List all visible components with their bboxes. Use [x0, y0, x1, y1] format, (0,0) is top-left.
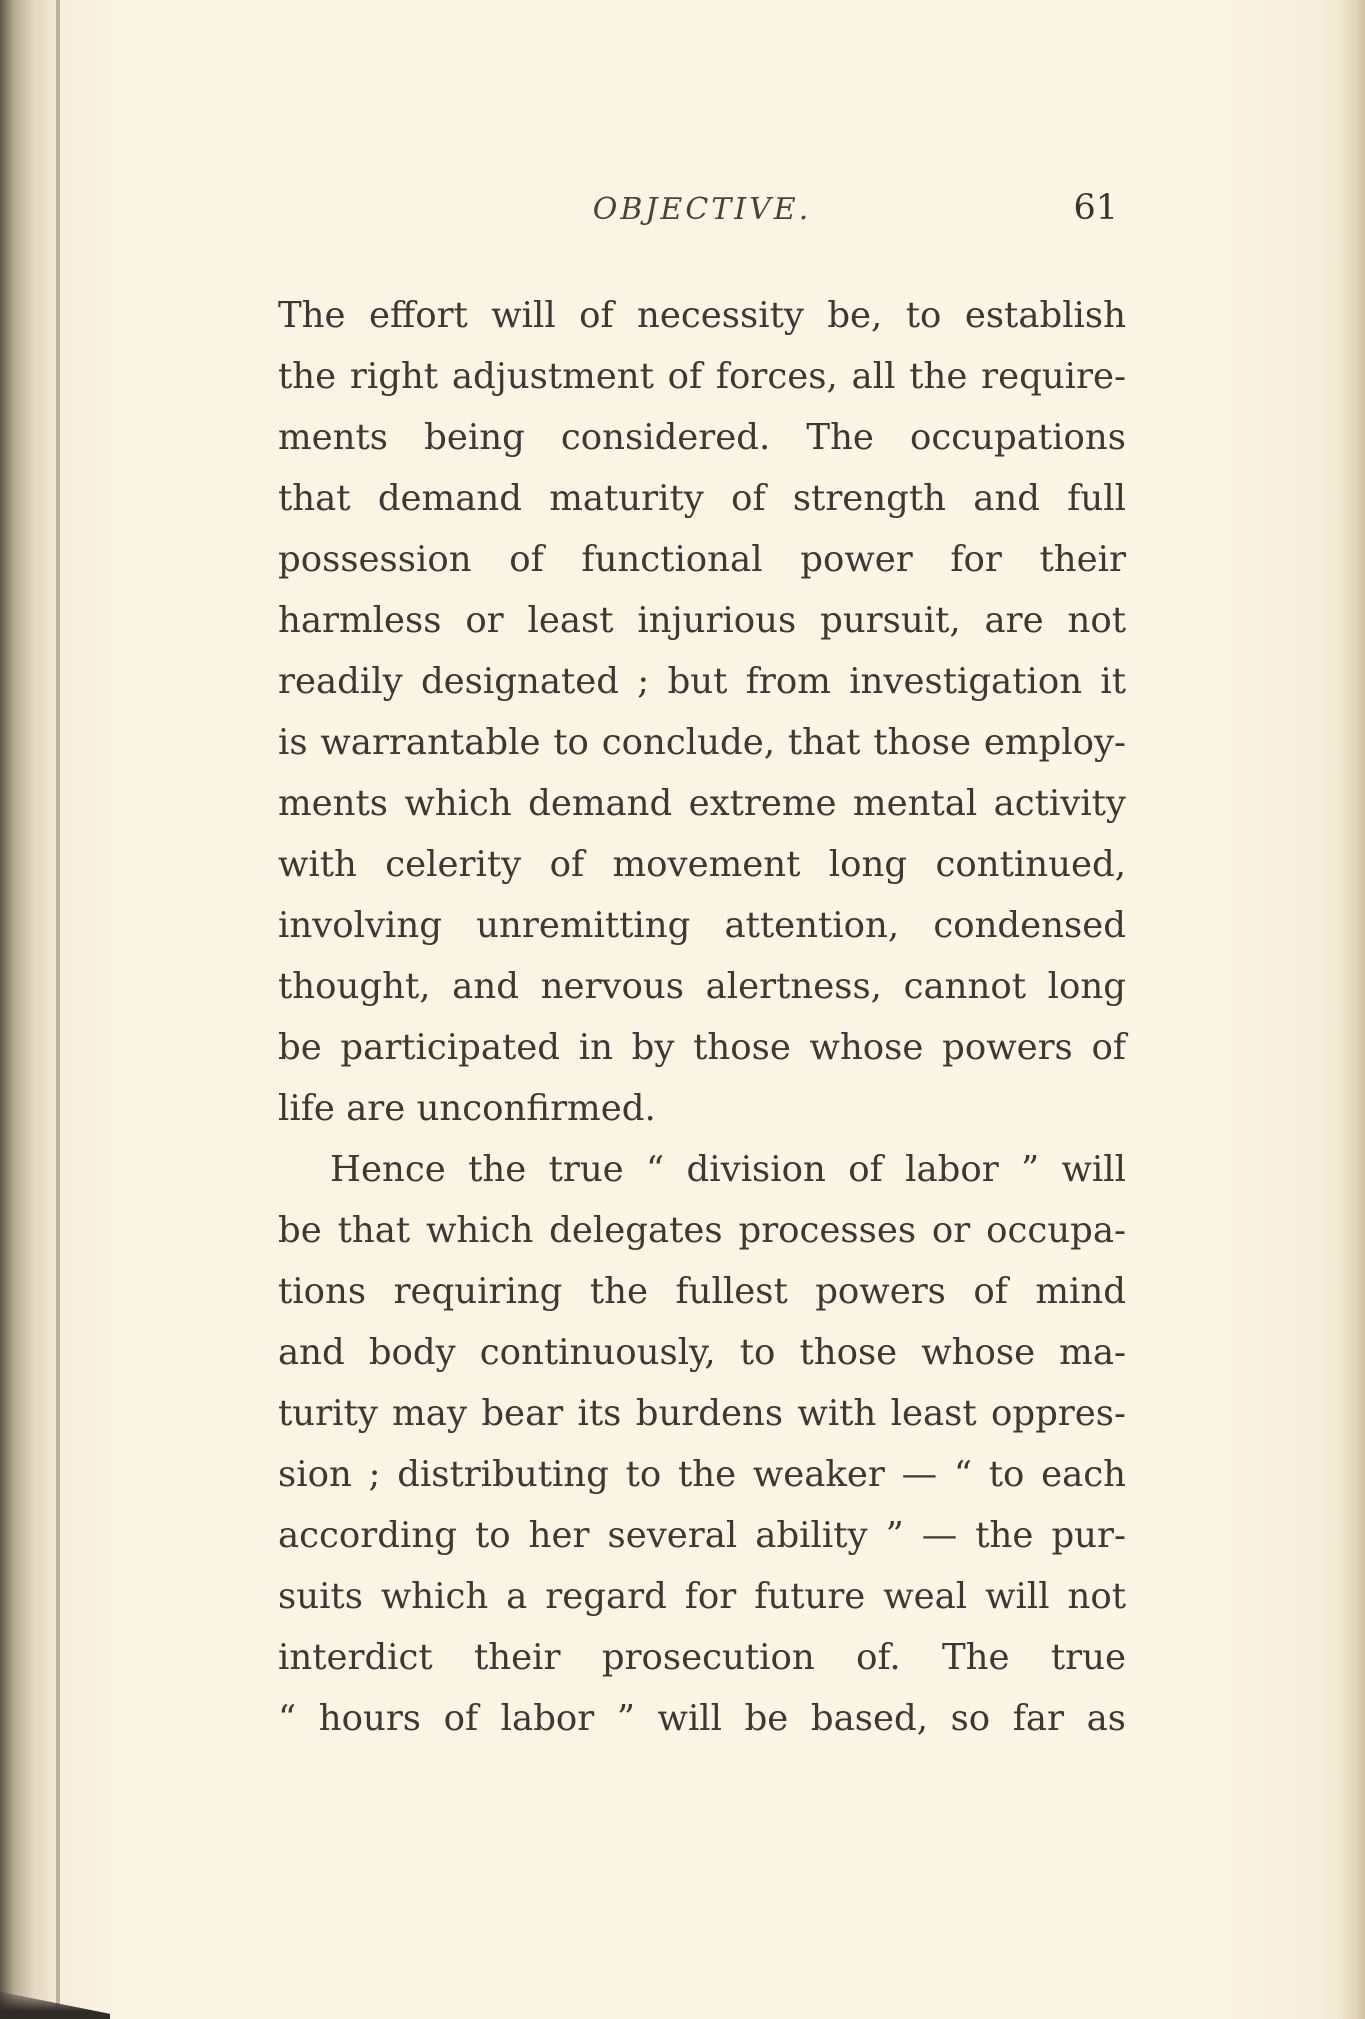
text-line: sion ; distributing to the weaker — “ to each	[278, 1454, 1126, 1495]
gutter-edge	[56, 0, 60, 2019]
binding-shadow	[0, 0, 60, 2019]
text-line: The effort will of necessity be, to establish	[278, 295, 1126, 336]
text-line: life are unconfirmed.	[278, 1088, 656, 1129]
text-line: “ hours of labor ” will be based, so far as	[278, 1698, 1126, 1739]
text-line: that demand maturity of strength and full	[278, 478, 1126, 519]
body-text	[278, 285, 1126, 1749]
text-line: turity may bear its burdens with least oppres-	[278, 1393, 1126, 1434]
page-edge	[1337, 0, 1365, 2019]
paragraph-1	[278, 285, 1126, 1139]
text-line: readily designated ; but from investigation it	[278, 661, 1126, 702]
text-line: be participated in by those whose powers of	[278, 1027, 1126, 1068]
page-number: 61	[1073, 188, 1118, 228]
text-line: be that which delegates processes or occupa-	[278, 1210, 1126, 1251]
text-line: involving unremitting attention, condensed	[278, 905, 1126, 946]
text-line: with celerity of movement long continued,	[278, 844, 1126, 885]
text-line: is warrantable to conclude, that those employ-	[278, 722, 1126, 763]
text-line: the right adjustment of forces, all the require-	[278, 356, 1126, 397]
text-line: and body continuously, to those whose ma-	[278, 1332, 1126, 1373]
paragraph-2	[278, 1139, 1126, 1749]
text-line: Hence the true “ division of labor ” will	[330, 1149, 1126, 1190]
text-line: interdict their prosecution of. The true	[278, 1637, 1126, 1678]
running-head: OBJECTIVE.	[592, 192, 812, 227]
text-line: ments which demand extreme mental activity	[278, 783, 1126, 824]
text-line: according to her several ability ” — the pur-	[278, 1515, 1126, 1556]
text-line: tions requiring the fullest powers of mind	[278, 1271, 1126, 1312]
text-line: possession of functional power for their	[278, 539, 1126, 580]
text-line: ments being considered. The occupations	[278, 417, 1126, 458]
page-header	[278, 188, 1126, 248]
text-line: suits which a regard for future weal will not	[278, 1576, 1126, 1617]
text-line: thought, and nervous alertness, cannot long	[278, 966, 1126, 1007]
text-line: harmless or least injurious pursuit, are not	[278, 600, 1126, 641]
